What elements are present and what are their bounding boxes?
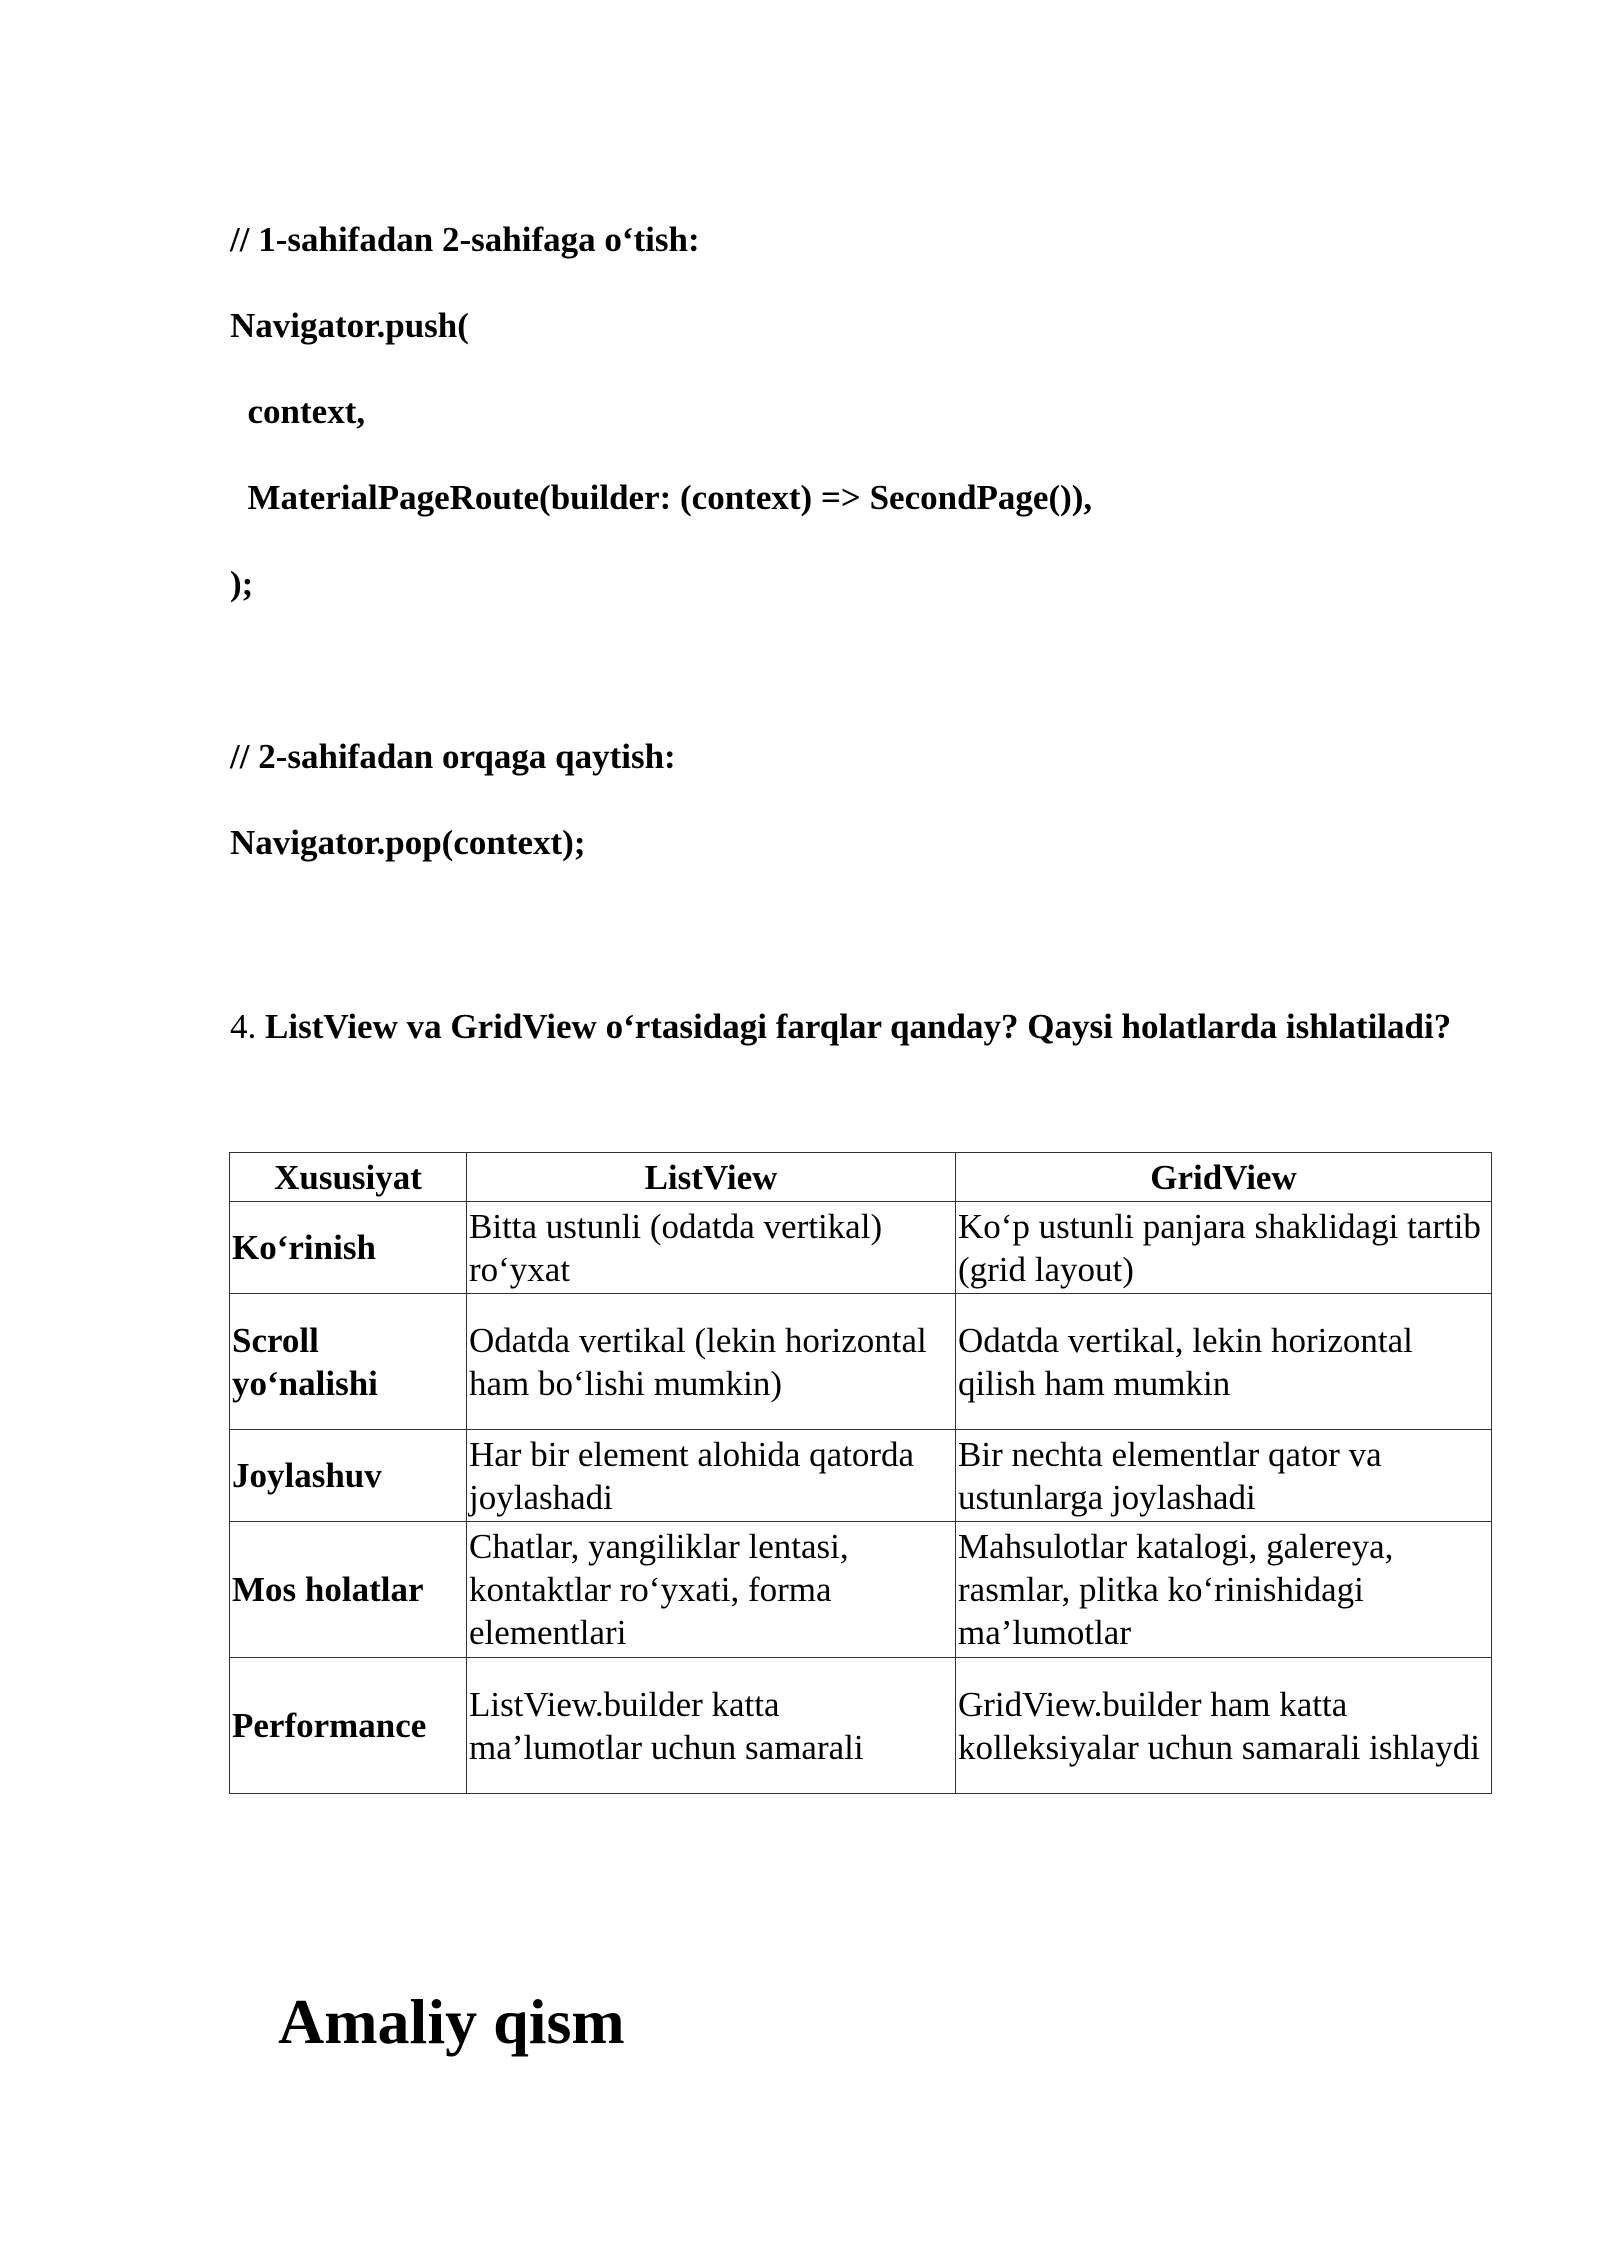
code-navigator-push: Navigator.push( [230, 306, 469, 345]
table-row [230, 1294, 1492, 1430]
row-label: Joylashuv [230, 1430, 467, 1522]
listview-cell: ListView.builder katta ma’lumotlar uchun samarali [467, 1658, 956, 1794]
comparison-table [229, 1152, 1492, 1794]
gridview-cell: Odatda vertikal, lekin horizontal qilish ham mumkin [956, 1294, 1492, 1430]
header-gridview: GridView [956, 1153, 1492, 1202]
table-row [230, 1658, 1492, 1794]
code-route-arg: MaterialPageRoute(builder: (context) => SecondPage()), [230, 478, 1093, 517]
code-navigator-pop: Navigator.pop(context); [230, 823, 586, 862]
listview-cell: Bitta ustunli (odatda vertikal) ro‘yxat [467, 1202, 956, 1294]
code-close-paren: ); [230, 564, 254, 603]
header-listview: ListView [467, 1153, 956, 1202]
gridview-cell: Mahsulotlar katalogi, galereya, rasmlar, plitka ko‘rinishidagi ma’lumotlar [956, 1522, 1492, 1658]
code-comment-push: // 1-sahifadan 2-sahifaga o‘tish: [230, 220, 700, 259]
listview-cell: Chatlar, yangiliklar lentasi, kontaktlar ro‘yxati, forma elementlari [467, 1522, 956, 1658]
header-xususiyat: Xususiyat [230, 1153, 467, 1202]
gridview-cell: GridView.builder ham katta kolleksiyalar uchun samarali ishlaydi [956, 1658, 1492, 1794]
gridview-cell: Bir nechta elementlar qator va ustunlarga joylashadi [956, 1430, 1492, 1522]
row-label: Scroll yo‘nalishi [230, 1294, 467, 1430]
gridview-cell: Ko‘p ustunli panjara shaklidagi tartib (grid layout) [956, 1202, 1492, 1294]
row-label: Ko‘rinish [230, 1202, 467, 1294]
table-row [230, 1522, 1492, 1658]
row-label: Mos holatlar [230, 1522, 467, 1658]
row-label: Performance [230, 1658, 467, 1794]
table-row [230, 1430, 1492, 1522]
question-heading [230, 995, 1490, 1059]
code-context-arg: context, [230, 392, 366, 431]
listview-cell: Har bir element alohida qatorda joylashadi [467, 1430, 956, 1522]
question-text: ListView va GridView o‘rtasidagi farqlar qanday? Qaysi holatlarda ishlatiladi? [265, 1007, 1452, 1046]
question-number: 4. [230, 1007, 257, 1046]
table-row [230, 1202, 1492, 1294]
listview-cell: Odatda vertikal (lekin horizontal ham bo‘lishi mumkin) [467, 1294, 956, 1430]
section-title: Amaliy qism [278, 1986, 625, 2057]
code-comment-pop: // 2-sahifadan orqaga qaytish: [230, 737, 676, 776]
table-header-row [230, 1153, 1492, 1202]
